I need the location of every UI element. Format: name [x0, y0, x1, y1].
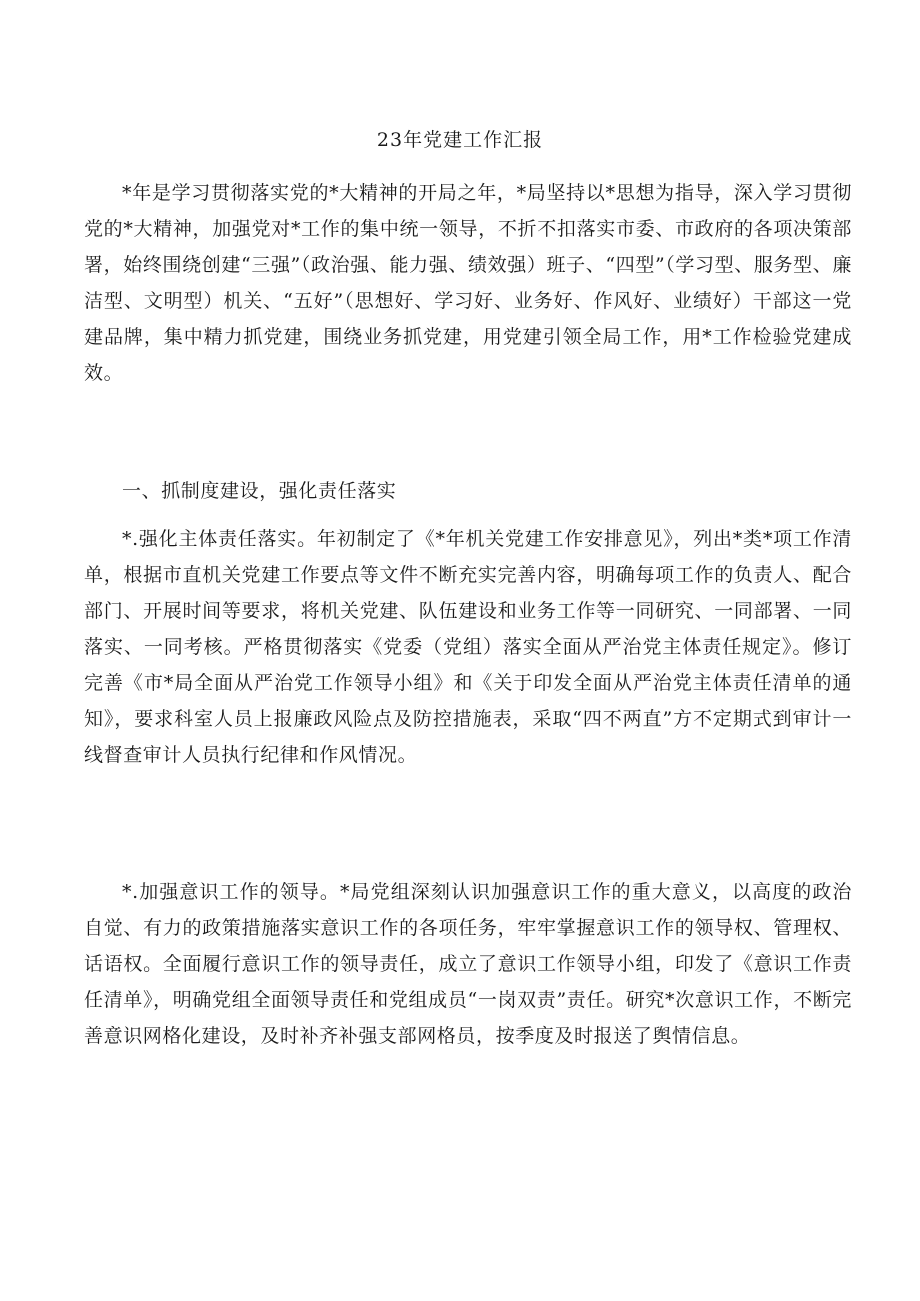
page-title: 23年党建工作汇报 [376, 129, 544, 151]
section-heading: 一、抓制度建设，强化责任落实 [122, 480, 397, 502]
paragraph-ideology-work: *.加强意识工作的领导。*局党组深刻认识加强意识工作的重大意义，以高度的政治自觉、有力的政策措施落实意识工作的各项任务，牢牢掌握意识工作的领导权、管理权、话语权。全面履行意识工作的领导责任，成立了意识工作领导小组，印发了《意识工作责任清单》，明确党组全面领导责任和党组成员“一岗双责”责任。研究*次意识工作，不断完善意识网格化建设，及时补齐补强支部网格员，按季度及时报送了舆情信息。 [84, 881, 852, 1047]
paragraph-responsibility: *.强化主体责任落实。年初制定了《*年机关党建工作安排意见》，列出*类*项工作清单，根据市直机关党建工作要点等文件不断充实完善内容，明确每项工作的负责人、配合部门、开展时间等要求，将机关党建、队伍建设和业务工作等一同研究、一同部署、一同落实、一同考核。严格贯彻落实《党委（党组）落实全面从严治党主体责任规定》。修订完善《市*局全面从严治党工作领导小组》和《关于印发全面从严治党主体责任清单的通知》，要求科室人员上报廉政风险点及防控措施表，采取“四不两直”方不定期式到审计一线督查审计人员执行纪律和作风情况。 [84, 528, 852, 766]
intro-paragraph: *年是学习贯彻落实党的*大精神的开局之年，*局坚持以*思想为指导，深入学习贯彻党的*大精神，加强党对*工作的集中统一领导，不折不扣落实市委、市政府的各项决策部署，始终围绕创建“三强”（政治强、能力强、绩效强）班子、“四型”（学习型、服务型、廉洁型、文明型）机关、“五好”（思想好、学习好、业务好、作风好、业绩好）干部这一党建品牌，集中精力抓党建，围绕业务抓党建，用党建引领全局工作，用*工作检验党建成效。 [84, 182, 852, 384]
